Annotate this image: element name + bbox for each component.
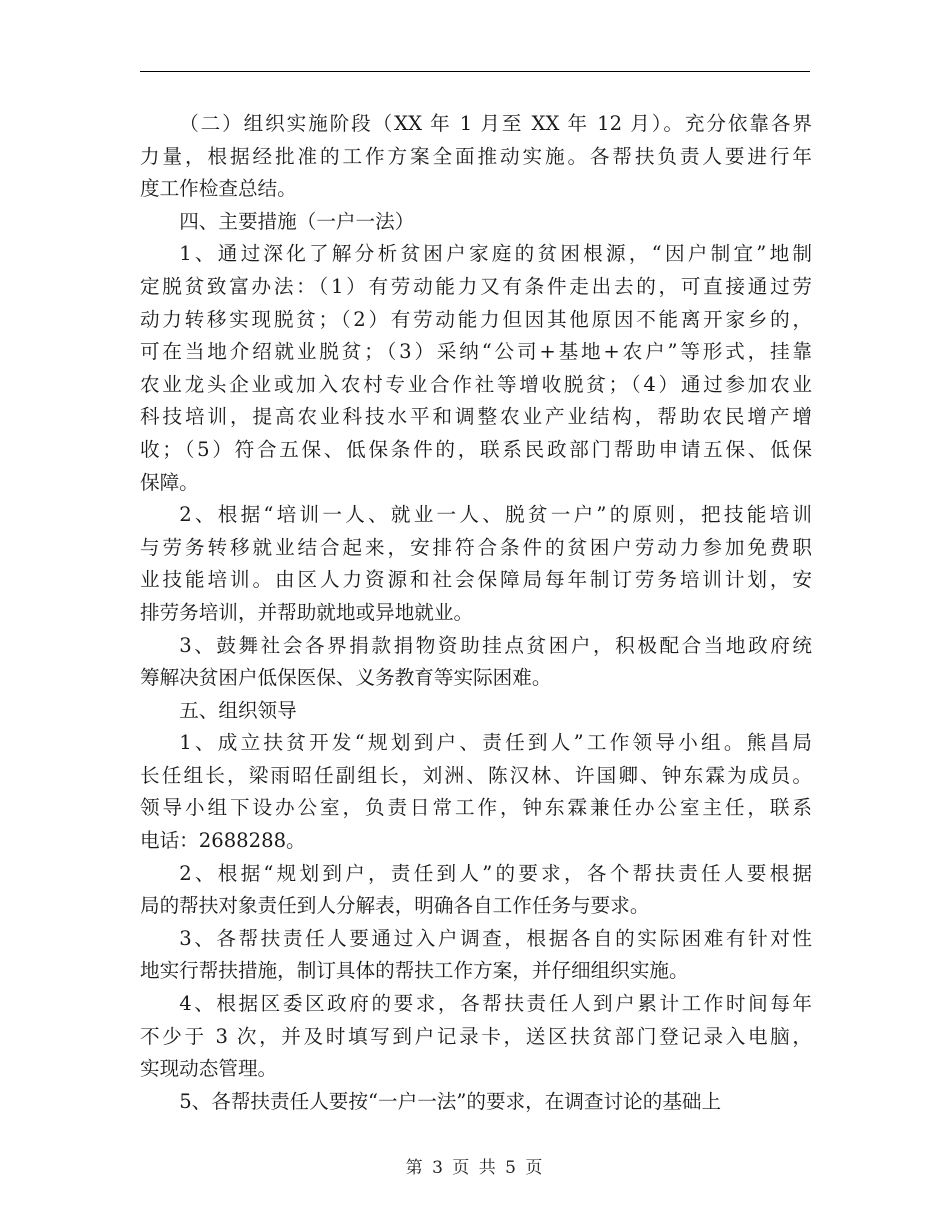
paragraph [140, 108, 812, 206]
page-number-footer [0, 1153, 950, 1178]
text-line: 筹解决贫困户低保医保、义务教育等实际困难。 [140, 666, 552, 690]
text-line: 力量，根据经批准的工作方案全面推动实施。各帮扶负责人要进行年 [140, 144, 812, 168]
page-number-label: 第 3 页 共 5 页 [405, 1158, 545, 1178]
paragraph [140, 727, 812, 857]
text-line: 不少于 3 次，并及时填写到户记录卡，送区扶贫部门登记录入电脑， [140, 1024, 812, 1048]
text-line: 3、各帮扶责任人要通过入户调查，根据各自的实际困难有针对性 [179, 926, 812, 950]
paragraph [140, 695, 812, 728]
text-line: 度工作检查总结。 [140, 177, 297, 201]
text-line: 业技能培训。由区人力资源和社会保障局每年制订劳务培训计划，安 [140, 568, 812, 592]
text-line: 排劳务培训，并帮助就地或异地就业。 [140, 600, 474, 624]
text-line: 5、各帮扶责任人要按“一户一法”的要求，在调查讨论的基础上 [179, 1089, 722, 1113]
text-line: 五、组织领导 [179, 698, 297, 722]
text-line: 2、根据“规划到户，责任到人”的要求，各个帮扶责任人要根据 [179, 861, 812, 885]
text-line: 四、主要措施（一户一法） [179, 209, 415, 233]
paragraph [140, 858, 812, 923]
paragraph [140, 206, 812, 239]
paragraph [140, 499, 812, 629]
text-line: 科技培训，提高农业科技水平和调整农业产业结构，帮助农民增产增 [140, 405, 812, 429]
text-line: 1、通过深化了解分析贫困户家庭的贫困根源，“因户制宜”地制 [179, 242, 812, 266]
text-line: 4、根据区委区政府的要求，各帮扶责任人到户累计工作时间每年 [179, 992, 812, 1016]
text-line: 长任组长，梁雨昭任副组长，刘洲、陈汉林、许国卿、钟东霖为成员。 [140, 763, 812, 787]
text-line: 局的帮扶对象责任到人分解表，明确各自工作任务与要求。 [140, 894, 650, 918]
text-line: 实现动态管理。 [140, 1057, 278, 1081]
text-line: 1、成立扶贫开发“规划到户、责任到人”工作领导小组。熊昌局 [179, 731, 812, 755]
text-line: 地实行帮扶措施，制订具体的帮扶工作方案，并仔细组织实施。 [140, 959, 689, 983]
text-line: 动力转移实现脱贫；（2）有劳动能力但因其他原因不能离开家乡的， [140, 307, 812, 331]
header-rule [140, 71, 810, 72]
paragraph [140, 238, 812, 499]
text-line: （二）组织实施阶段（XX 年 1 月至 XX 年 12 月）。充分依靠各界 [179, 112, 812, 135]
text-line: 3、鼓舞社会各界捐款捐物资助挂点贫困户，积极配合当地政府统 [179, 633, 812, 657]
paragraph [140, 923, 812, 988]
paragraph [140, 988, 812, 1086]
paragraph [140, 1086, 812, 1119]
text-line: 保障。 [140, 470, 199, 494]
text-line: 与劳务转移就业结合起来，安排符合条件的贫困户劳动力参加免费职 [140, 535, 812, 559]
text-line: 2、根据“培训一人、就业一人、脱贫一户”的原则，把技能培训 [179, 503, 812, 527]
text-line: 农业龙头企业或加入农村专业合作社等增收脱贫；（4）通过参加农业 [140, 372, 812, 396]
text-line: 电话：2688288。 [140, 829, 306, 853]
text-line: 定脱贫致富办法：（1）有劳动能力又有条件走出去的，可直接通过劳 [140, 274, 812, 298]
text-line: 领导小组下设办公室，负责日常工作，钟东霖兼任办公室主任，联系 [140, 796, 812, 820]
paragraph [140, 630, 812, 695]
text-line: 可在当地介绍就业脱贫；（3）采纳“公司+基地+农户”等形式，挂靠 [140, 340, 812, 364]
document-body [140, 108, 812, 1118]
text-line: 收；（5）符合五保、低保条件的，联系民政部门帮助申请五保、低保 [140, 437, 812, 461]
